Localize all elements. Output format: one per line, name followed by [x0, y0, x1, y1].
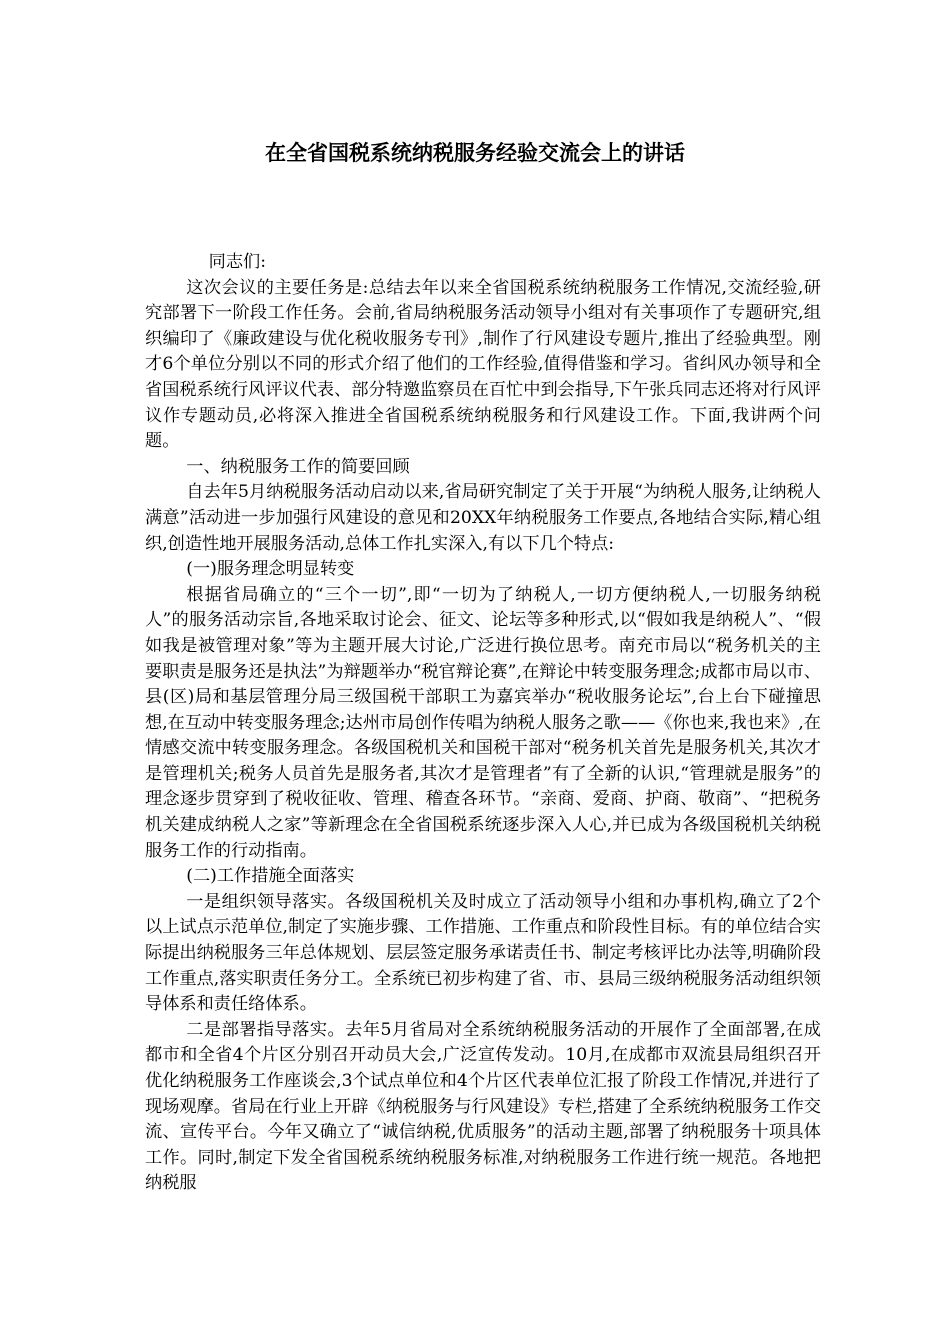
document-title: 在全省国税系统纳税服务经验交流会上的讲话 [265, 141, 685, 165]
paragraph-deployment: 二是部署指导落实。去年5月省局对全系统纳税服务活动的开展作了全面部署,在成都市和全省4个片区分别召开动员大会,广泛宣传发动。10月,在成都市双流县局组织召开优化纳税服务工作座谈会,3个试点单位和4个片区代表单位汇报了阶段工作情况,并进行了现场观摩。省局在行业上开辟《纳税服务与行风建设》专栏,搭建了全系统纳税服务工作交流、宣传平台。今年又确立了“诚信纳税,优质服务”的活动主题,部署了纳税服务十项具体工作。同时,制定下发全省国税系统纳税服务标准,对纳税服务工作进行统一规范。各地把纳税服 [145, 1019, 821, 1194]
paragraph-organization: 一是组织领导落实。各级国税机关及时成立了活动领导小组和办事机构,确立了2个以上试点示范单位,制定了实施步骤、工作措施、工作重点和阶段性目标。有的单位结合实际提出纳税服务三年总体规划、层层签定服务承诺责任书、制定考核评比办法等,明确阶段工作重点,落实职责任务分工。全系统已初步构建了省、市、县局三级纳税服务活动组织领导体系和责任络体系。 [145, 891, 821, 1015]
paragraph-service-concept: 根据省局确立的“三个一切”,即“一切为了纳税人,一切方便纳税人,一切服务纳税人”的服务活动宗旨,各地采取讨论会、征文、论坛等多种形式,以“假如我是纳税人”、“假如我是被管理对象”等为主题开展大讨论,广泛进行换位思考。南充市局以“税务机关的主要职责是服务还是执法”为辩题举办“税官辩论赛”,在辩论中转变服务理念;成都市局以市、县(区)局和基层管理分局三级国税干部职工为嘉宾举办“税收服务论坛”,台上台下碰撞思想,在互动中转变服务理念;达州市局创作传唱为纳税人服务之歌——《你也来,我也来》,在情感交流中转变服务理念。各级国税机关和国税干部对“税务机关首先是服务机关,其次才是管理机关;税务人员首先是服务者,其次才是管理者”有了全新的认识,“管理就是服务”的理念逐步贯穿到了税收征收、管理、稽查各环节。“亲商、爱商、护商、敬商”、“把税务机关建成纳税人之家”等新理念在全省国税系统逐步深入人心,并已成为各级国税机关纳税服务工作的行动指南。 [145, 584, 821, 861]
section-heading-review: 一、纳税服务工作的简要回顾 [186, 456, 410, 477]
paragraph-intro: 这次会议的主要任务是:总结去年以来全省国税系统纳税服务工作情况,交流经验,研究部署下一阶段工作任务。会前,省局纳税服务活动领导小组对有关事项作了专题研究,组织编印了《廉政建设与优化税收服务专刊》,制作了行风建设专题片,推出了经验典型。刚才6个单位分别以不同的形式介绍了他们的工作经验,值得借鉴和学习。省纠风办领导和全省国税系统行风评议代表、部分特邀监察员在百忙中到会指导,下午张兵同志还将对行风评议作专题动员,必将深入推进全省国税系统纳税服务和行风建设工作。下面,我讲两个问题。 [145, 277, 821, 452]
salutation: 同志们: [208, 252, 266, 272]
subsection-heading-service-concept: (一)服务理念明显转变 [186, 559, 355, 580]
paragraph-review-summary: 自去年5月纳税服务活动启动以来,省局研究制定了关于开展“为纳税人服务,让纳税人满意”活动进一步加强行风建设的意见和20XX年纳税服务工作要点,各地结合实际,精心组织,创造性地开展服务活动,总体工作扎实深入,有以下几个特点: [145, 482, 821, 554]
document-body [145, 250, 821, 1197]
subsection-heading-work-measures: (二)工作措施全面落实 [186, 866, 355, 887]
